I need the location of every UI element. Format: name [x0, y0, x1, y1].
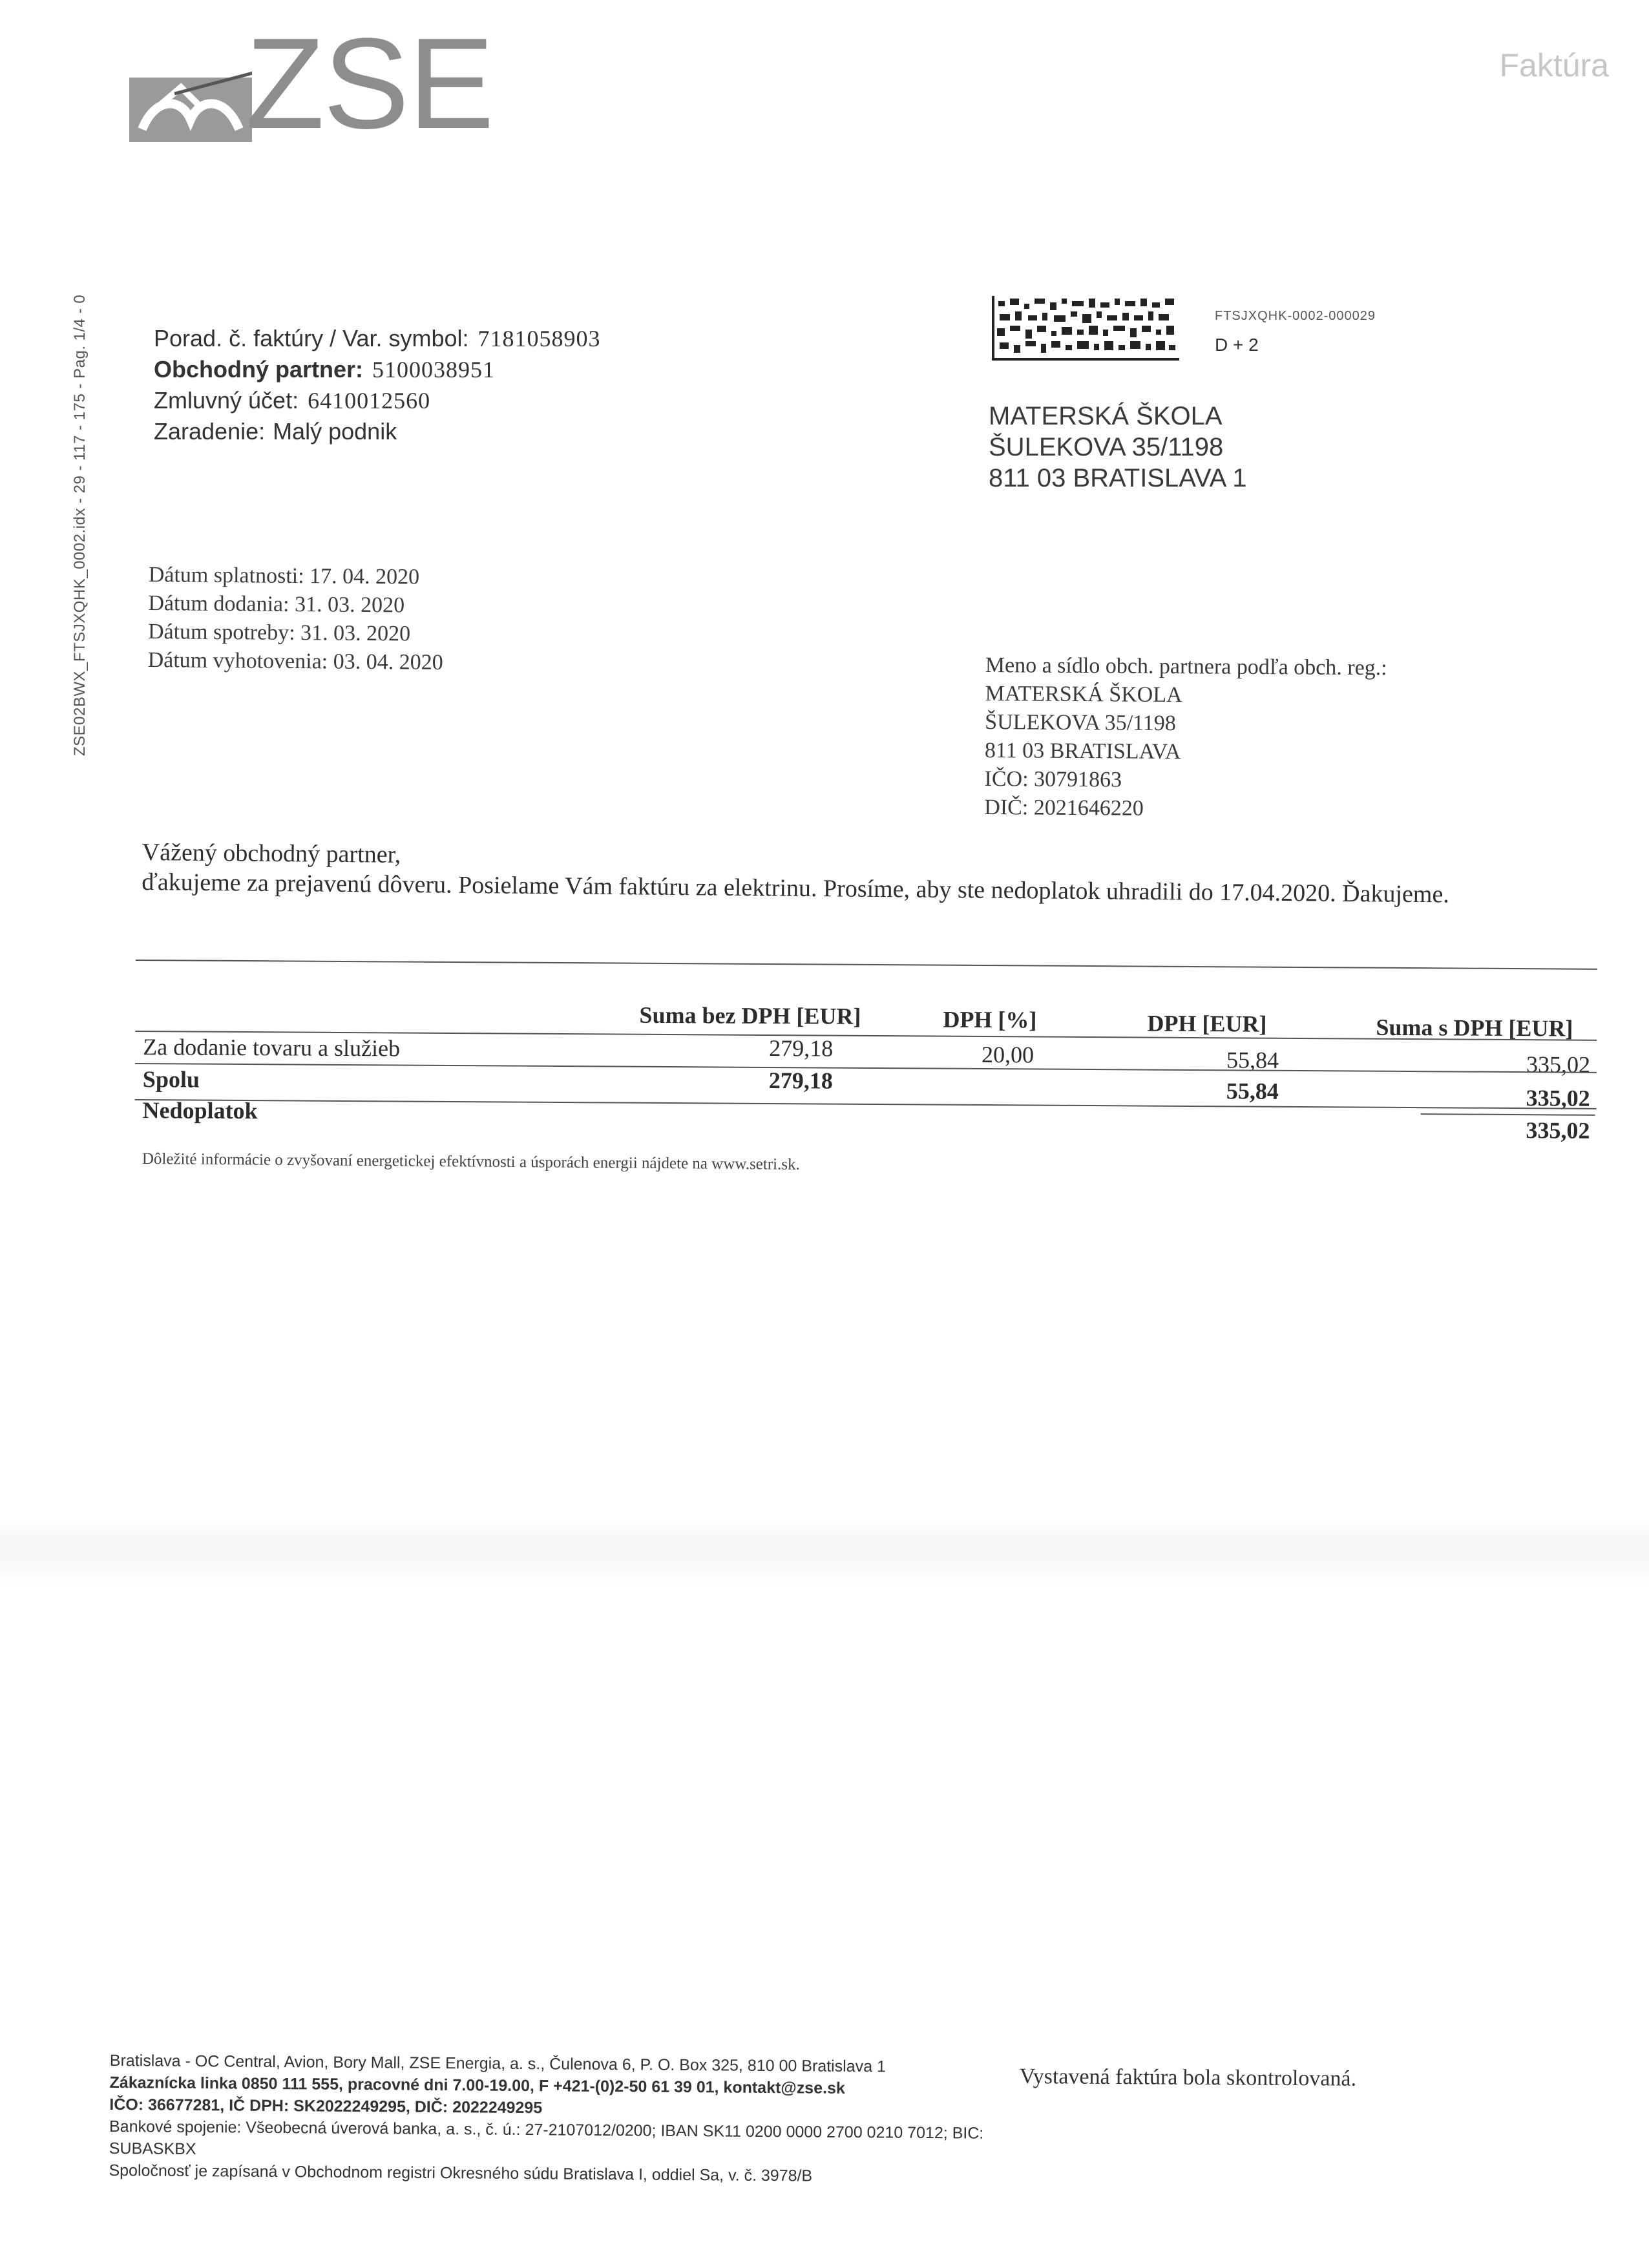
- scan-artifact: [0, 1518, 1649, 1590]
- total-label: Spolu: [142, 1066, 200, 1093]
- footer-branches: Bratislava - OC Central, Avion, Bory Mall, ZSE Energia, a. s., Čulenova 6, P. O. Box 325, 810 00 Bratislava 1: [109, 2052, 887, 2076]
- header-gross: Suma s DPH [EUR]: [1376, 1014, 1573, 1042]
- efficiency-note: Dôležité informácie o zvyšovaní energetickej efektívnosti a úsporách energii nájdete na www.setri.sk.: [142, 1150, 800, 1173]
- issue-date-row: [147, 646, 443, 677]
- arrears-rule: [1421, 1113, 1595, 1116]
- document-type-label: Faktúra: [1499, 47, 1609, 83]
- invoice-number-value: 7181058903: [478, 326, 601, 352]
- side-print-code: ZSE02BWX_FTSJXQHK_0002.idx - 29 - 117 - 175 - Pag. 1/4 - 0: [71, 294, 89, 756]
- recipient-name: MATERSKÁ ŠKOLA: [989, 402, 1223, 430]
- header-vat-pct: DPH [%]: [943, 1006, 1037, 1033]
- footer-bank: Bankové spojenie: Všeobecná úverová banka, a. s., č. ú.: 27-2107012/0200; IBAN SK11 0200 0000 2700 0210 7012; BIC:: [109, 2117, 984, 2143]
- total-gross: 335,02: [1526, 1085, 1590, 1111]
- checked-note: Vystavená faktúra bola skontrolovaná.: [1019, 2064, 1357, 2091]
- issue-date-label: Dátum vyhotovenia:: [147, 647, 328, 674]
- registration-name: MATERSKÁ ŠKOLA: [985, 681, 1182, 708]
- account-row: [154, 385, 601, 416]
- partner-label: Obchodný partner:: [154, 356, 364, 383]
- delivery-date-label: Dátum dodania:: [148, 591, 289, 616]
- document-code: FTSJXQHK-0002-000029: [1215, 309, 1376, 323]
- invoice-number-label: Porad. č. faktúry / Var. symbol:: [154, 325, 469, 352]
- row-rule: [135, 1063, 1597, 1073]
- consumption-date-label: Dátum spotreby:: [147, 619, 295, 645]
- summary-table: [136, 960, 1597, 1144]
- account-value: 6410012560: [308, 388, 431, 414]
- row-vat: 55,84: [1226, 1047, 1279, 1073]
- category-row: [154, 416, 601, 447]
- datamatrix-barcode-icon: [992, 296, 1179, 361]
- delivery-date-row: [148, 589, 443, 620]
- delivery-code: D + 2: [1215, 335, 1259, 355]
- row-net: 279,18: [769, 1034, 834, 1062]
- partner-value: 5100038951: [372, 357, 496, 383]
- zse-logo: [129, 12, 493, 156]
- registration-ico: IČO: 30791863: [984, 766, 1122, 792]
- total-net: 279,18: [768, 1067, 833, 1094]
- issue-date-value: 03. 04. 2020: [333, 649, 443, 675]
- category-label: Zaradenie:: [154, 418, 266, 445]
- consumption-date-row: [148, 618, 443, 649]
- delivery-date-value: 31. 03. 2020: [294, 592, 405, 618]
- row-label: Za dodanie tovaru a služieb: [143, 1034, 401, 1062]
- footer-registry: Spoločnosť je zapísaná v Obchodnom registri Okresného súdu Bratislava I, oddiel Sa, v. č. 3978/B: [109, 2161, 813, 2185]
- recipient-city: 811 03 BRATISLAVA 1: [989, 464, 1247, 492]
- greeting: [142, 837, 1449, 909]
- invoice-number-row: [154, 323, 601, 354]
- consumption-date-value: 31. 03. 2020: [300, 621, 411, 646]
- recipient-street: ŠULEKOVA 35/1198: [989, 433, 1224, 461]
- footer-contact: Zákaznícka linka 0850 111 555, pracovné dni 7.00-19.00, F +421-(0)2-50 61 39 01, kontakt@zse.sk: [109, 2073, 845, 2097]
- table-top-rule: [136, 960, 1597, 970]
- registration-dic: DIČ: 2021646220: [984, 795, 1144, 821]
- header-vat: DPH [EUR]: [1147, 1010, 1267, 1037]
- footer-bic: SUBASKBX: [109, 2139, 196, 2159]
- partner-row: [154, 354, 601, 385]
- registration-block: [984, 651, 1387, 824]
- recipient-address: [989, 401, 1247, 494]
- registration-title: Meno a sídlo obch. partnera podľa obch. reg.:: [985, 653, 1387, 680]
- arrears-label: Nedoplatok: [142, 1097, 258, 1124]
- footer-ids: IČO: 36677281, IČ DPH: SK2022249295, DIČ: 2022249295: [109, 2095, 543, 2117]
- footer: [109, 2050, 984, 2189]
- due-date-label: Dátum splatnosti:: [148, 562, 304, 589]
- registration-city: 811 03 BRATISLAVA: [984, 738, 1181, 764]
- row-gross: 335,02: [1526, 1051, 1591, 1078]
- account-label: Zmluvný účet:: [154, 387, 299, 414]
- total-vat: 55,84: [1226, 1078, 1279, 1104]
- zse-logo-text: ZSE: [246, 12, 493, 156]
- arrears-gross: 335,02: [1526, 1117, 1590, 1144]
- zse-logo-mark-icon: [129, 58, 252, 142]
- invoice-meta: [154, 323, 601, 447]
- due-date-value: 17. 04. 2020: [309, 564, 420, 589]
- row-vat-pct: 20,00: [982, 1042, 1035, 1068]
- header-net: Suma bez DPH [EUR]: [639, 1002, 861, 1029]
- dates-block: [147, 561, 444, 677]
- table-bottom-rule: [135, 1099, 1597, 1109]
- greeting-salutation: Vážený obchodný partner,: [142, 838, 401, 868]
- due-date-row: [149, 561, 444, 592]
- registration-street: ŠULEKOVA 35/1198: [985, 709, 1176, 736]
- category-value: Malý podnik: [273, 418, 397, 445]
- greeting-body: ďakujeme za prejavenú dôveru. Posielame Vám faktúru za elektrinu. Prosíme, aby ste nedoplatok uhradili do 17.04.2020. Ďakujeme.: [142, 868, 1450, 908]
